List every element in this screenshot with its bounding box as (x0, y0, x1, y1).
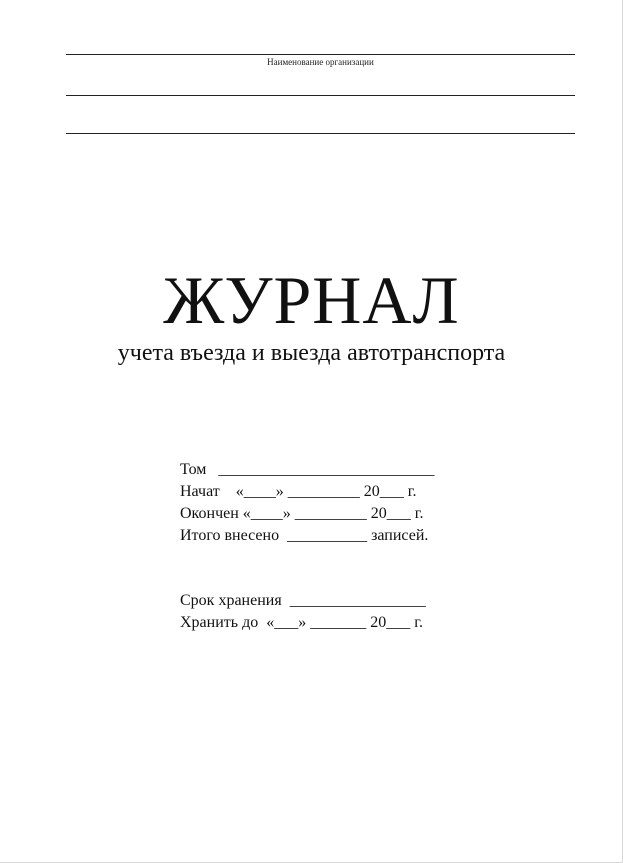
organization-line-3 (66, 133, 575, 134)
journal-subtitle: учета въезда и выезда автотранспорта (117, 340, 506, 366)
total-entries-field: Итого внесено __________ записей. (180, 527, 429, 544)
keep-until-field: Хранить до «___» _______ 20___ г. (180, 614, 423, 631)
started-date-field: Начат «____» _________ 20___ г. (180, 483, 417, 500)
journal-title: ЖУРНАЛ (163, 262, 460, 338)
organization-line-2 (66, 95, 575, 96)
volume-field: Том ___________________________ (180, 461, 435, 478)
organization-name-line (66, 54, 575, 55)
finished-date-field: Окончен «____» _________ 20___ г. (180, 505, 424, 522)
retention-period-field: Срок хранения _________________ (180, 592, 426, 609)
organization-name-caption: Наименование организации (267, 57, 374, 67)
